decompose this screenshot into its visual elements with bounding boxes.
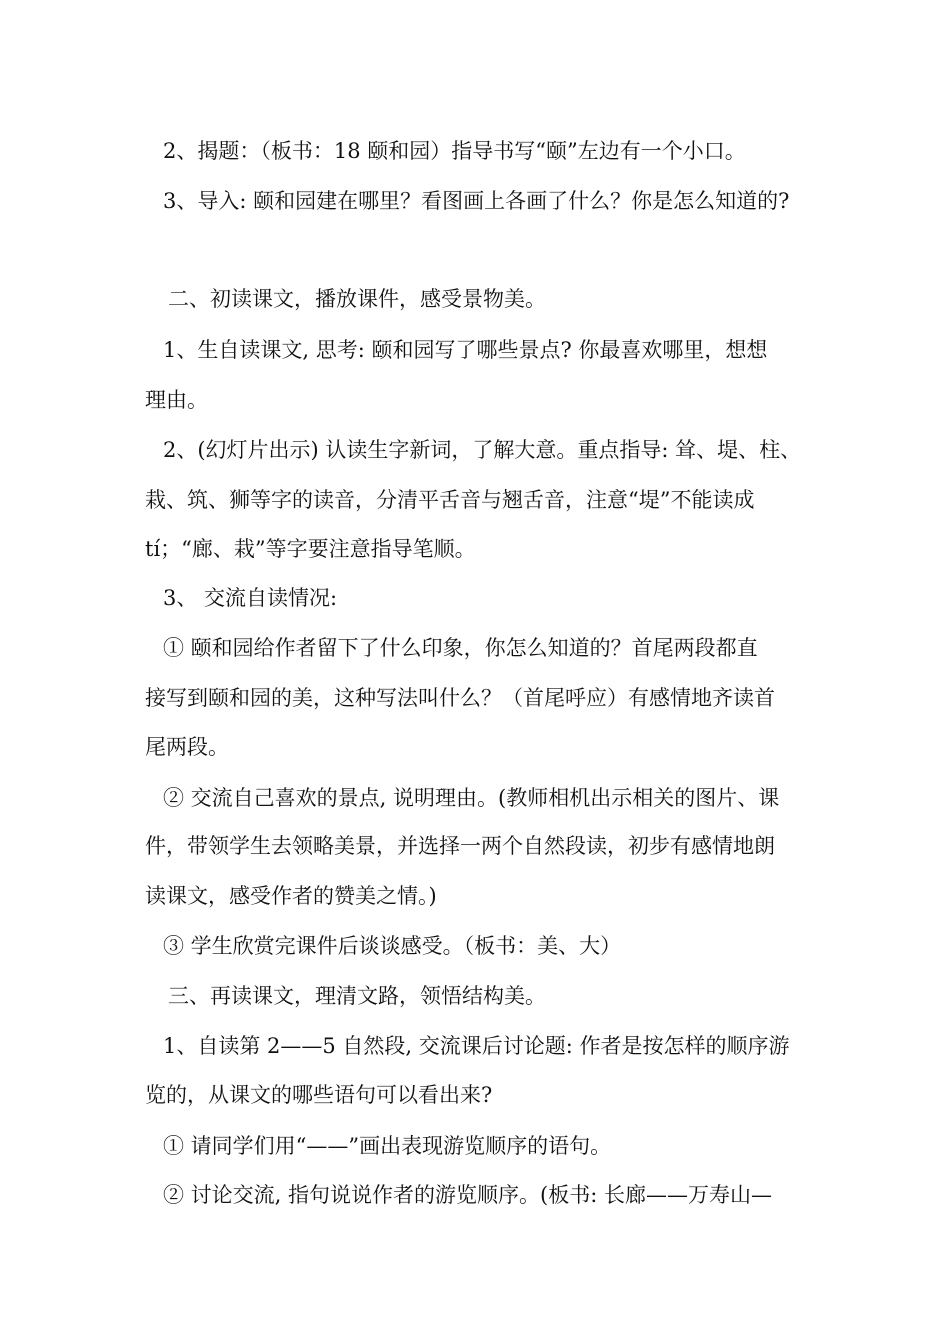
- text-line-8: tí；“廊、栽”等字要注意指导笔顺。: [145, 537, 476, 561]
- text-line-5: 理由。: [145, 388, 208, 412]
- text-line-19: 览的，从课文的哪些语句可以看出来?: [145, 1083, 493, 1107]
- section-heading-2: 二、初读课文，播放课件，感受景物美。: [168, 287, 546, 311]
- text-line-21: ② 讨论交流, 指句说说作者的游览顺序。(板书: 长廊——万寿山—: [163, 1183, 772, 1207]
- text-line-14: 件，带领学生去领略美景，并选择一两个自然段读，初步有感情地朗: [145, 834, 775, 858]
- text-line-2: 3、导入: 颐和园建在哪里？看图画上各画了什么？你是怎么知道的?: [163, 189, 790, 213]
- text-line-16: ③ 学生欣赏完课件后谈谈感受。（板书：美、大）: [163, 934, 622, 958]
- text-line-18: 1、自读第 2——5 自然段, 交流课后讨论题: 作者是按怎样的顺序游: [163, 1034, 790, 1058]
- text-line-20: ① 请同学们用“——”画出表现游览顺序的语句。: [163, 1134, 612, 1158]
- text-line-13: ② 交流自己喜欢的景点, 说明理由。(教师相机出示相关的图片、课: [163, 786, 780, 810]
- text-line-7: 栽、筑、狮等字的读音，分清平舌音与翘舌音，注意“堤”不能读成: [145, 488, 755, 512]
- text-line-12: 尾两段。: [145, 735, 229, 759]
- text-line-1: 2、揭题：（板书：18 颐和园）指导书写“颐”左边有一个小口。: [163, 139, 746, 163]
- text-line-10: ① 颐和园给作者留下了什么印象，你怎么知道的？首尾两段都直: [163, 636, 758, 660]
- text-line-6: 2、(幻灯片出示) 认读生字新词，了解大意。重点指导: 耸、堤、柱、: [163, 438, 802, 462]
- text-line-15: 读课文，感受作者的赞美之情。): [145, 884, 437, 908]
- text-line-11: 接写到颐和园的美，这种写法叫什么？（首尾呼应）有感情地齐读首: [145, 686, 775, 710]
- text-line-9: 3、 交流自读情况:: [163, 586, 338, 610]
- text-line-4: 1、生自读课文, 思考: 颐和园写了哪些景点? 你最喜欢哪里，想想: [163, 338, 768, 362]
- section-heading-3: 三、再读课文，理清文路，领悟结构美。: [168, 984, 546, 1008]
